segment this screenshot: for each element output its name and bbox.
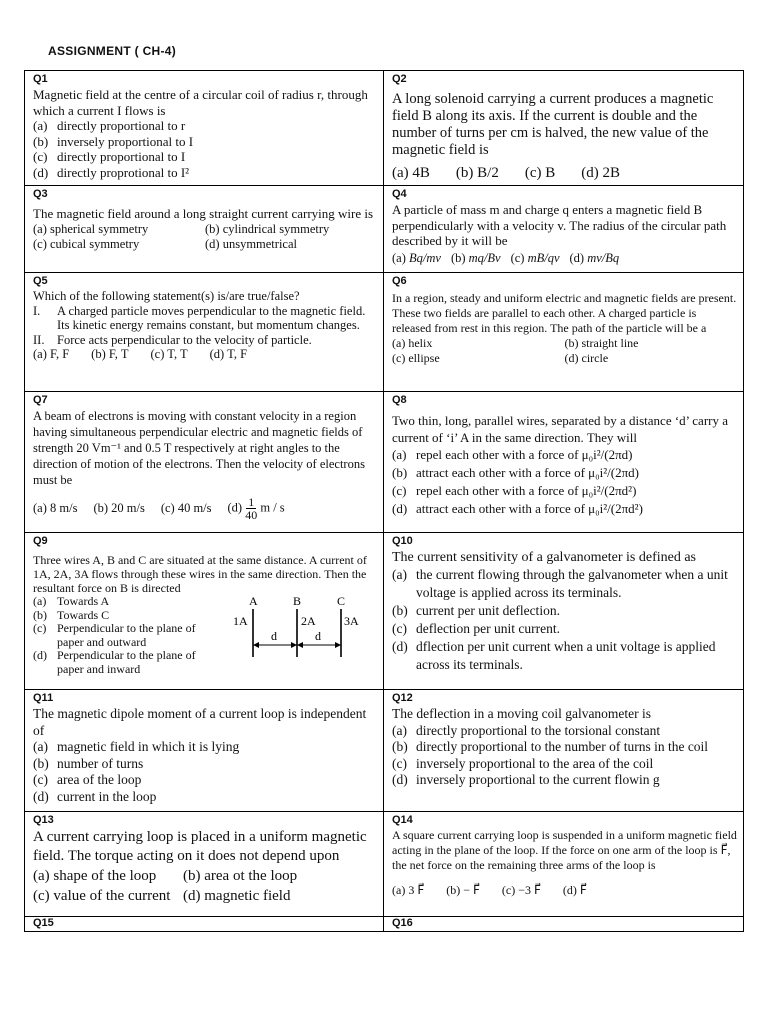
option: (c) value of the current: [33, 888, 171, 904]
option-list: [392, 446, 737, 518]
option: (d) F⃗: [562, 883, 587, 897]
question-q1: [25, 71, 384, 185]
question-q16: [384, 917, 743, 931]
page-title: ASSIGNMENT ( CH-4): [48, 44, 177, 58]
option: (d) attract each other with a force of μ₀i²/(2πd²): [392, 501, 643, 516]
option-list: [33, 595, 203, 676]
option: (c) −3 F⃗: [501, 883, 541, 897]
question-number: Q5: [33, 275, 48, 287]
option: (a) the current flowing through the galvanometer when a unit voltage is applied across its terminals.: [392, 567, 728, 600]
option: (a) repel each other with a force of μ₀i²/(2πd): [392, 447, 633, 462]
option-list: [392, 723, 737, 789]
option: (b) directly proportional to the number of turns in the coil: [392, 739, 709, 754]
statement: I. A charged particle moves perpendicular to the magnetic field. Its kinetic energy remains constant, but momentum changes.: [33, 303, 366, 332]
current-c-label: 3A: [344, 614, 359, 628]
option-list: [392, 336, 737, 366]
fraction: $\frac{1}{40}$: [245, 495, 258, 522]
question-q11: [25, 690, 384, 811]
question-row: [25, 185, 743, 272]
arrow-head-icon: [297, 642, 303, 648]
question-q9: [25, 533, 384, 689]
option: (c) Perpendicular to the plane of paper and outward: [33, 621, 196, 649]
option: (b) F, T: [91, 347, 129, 361]
distance-label-bc: d: [315, 629, 321, 643]
statement: II. Force acts perpendicular to the velocity of particle.: [33, 332, 312, 347]
option-list: [392, 883, 737, 898]
question-number: Q16: [392, 917, 413, 929]
question-number: Q1: [33, 73, 48, 85]
question-stem: Three wires A, B and C are situated at the same distance. A current of 1A, 2A, 3A flows through these wires in the same direction. Then the resultant force on B is directed: [33, 553, 367, 595]
question-row: [25, 71, 743, 185]
question-row: [25, 689, 743, 811]
question-q13: [25, 812, 384, 916]
arrow-head-icon: [335, 642, 341, 648]
option: (a) spherical symmetry: [33, 221, 149, 236]
option: (c) repel each other with a force of μ₀i²/(2πd²): [392, 483, 637, 498]
option: (c) B: [524, 165, 556, 181]
option-list: [392, 251, 737, 266]
question-number: Q4: [392, 188, 407, 200]
option: (d) inversely proportional to the current flowin g: [392, 772, 660, 787]
question-q4: [384, 186, 743, 272]
question-number: Q12: [392, 692, 413, 704]
option: (c) T, T: [150, 347, 188, 361]
option-list: [33, 118, 377, 180]
option: (b) mq/Bv: [450, 250, 501, 265]
question-q3: [25, 186, 384, 272]
question-grid: [24, 70, 744, 932]
question-stem: A current carrying loop is placed in a uniform magnetic field. The torque acting on it does not depend upon: [33, 829, 367, 864]
option: (b) attract each other with a force of μ₀i²/(2πd): [392, 465, 639, 480]
option: (b) 20 m/s: [93, 501, 145, 515]
option-list: [33, 496, 377, 521]
question-number: Q2: [392, 73, 407, 85]
question-q7: [25, 392, 384, 532]
question-number: Q7: [33, 394, 48, 406]
option: (b) cylindrical symmetry: [205, 221, 330, 236]
question-row: [25, 916, 743, 931]
parallel-wires-figure: [203, 594, 359, 667]
option: (a) 3 F⃗: [392, 883, 425, 897]
question-stem: A long solenoid carrying a current produces a magnetic field B along its axis. If the current is double and the number of turns per cm is halved, the new value of the magnetic field is: [392, 91, 714, 158]
question-row: [25, 532, 743, 689]
option-list: [33, 222, 377, 252]
question-number: Q13: [33, 814, 54, 826]
option: (d) magnetic field: [183, 888, 291, 904]
option: (a) directly proportional to the torsional constant: [392, 722, 661, 738]
question-stem: Two thin, long, parallel wires, separated by a distance ‘d’ carry a current of ‘i’ A in the same direction. They will: [392, 413, 728, 445]
option: (a) shape of the loop: [33, 868, 157, 884]
option: (d) 2B: [581, 165, 621, 181]
option: (a) Bq/mv: [392, 250, 441, 265]
option: (d) mv/Bq: [569, 250, 620, 265]
option: (a) Towards A: [33, 594, 110, 608]
question-q2: [384, 71, 743, 185]
question-number: Q3: [33, 188, 48, 200]
option: (a) 4B: [392, 165, 430, 181]
option: (b) number of turns: [33, 755, 144, 771]
option: (b) − F⃗: [446, 883, 480, 897]
question-stem: In a region, steady and uniform electric and magnetic fields are present. These two fields are parallel to each other. A charged particle is released from rest in this region. The path of the particle will be a: [392, 291, 737, 335]
option: (a) directly proportional to r: [33, 118, 186, 133]
option: (b) area ot the loop: [183, 868, 298, 884]
option: (c) deflection per unit current.: [392, 621, 560, 636]
q9-body: [33, 595, 377, 676]
question-number: Q9: [33, 535, 48, 547]
option: (d) unsymmetrical: [205, 236, 297, 251]
question-stem: The deflection in a moving coil galvanometer is: [392, 706, 652, 721]
wire-c-label: C: [337, 594, 346, 608]
option: (b) current per unit deflection.: [392, 603, 560, 618]
question-stem: The magnetic dipole moment of a current loop is independent of: [33, 706, 367, 738]
option: (c) inversely proportional to the area of the coil: [392, 755, 654, 771]
option: (d) directly proprotional to I²: [33, 164, 190, 180]
option-list: [33, 347, 377, 362]
question-row: [25, 272, 743, 391]
option: (d) T, F: [209, 347, 248, 361]
option: (b) straight line: [564, 336, 639, 350]
wire-b-label: B: [293, 594, 302, 608]
option: (a) magnetic field in which it is lying: [33, 739, 240, 754]
question-number: Q11: [33, 692, 54, 704]
option: (a) 8 m/s: [33, 501, 78, 515]
option: (c) area of the loop: [33, 772, 142, 787]
option-list: [392, 566, 737, 674]
option: (c) ellipse: [392, 351, 440, 365]
question-row: [25, 391, 743, 532]
question-stem: The magnetic field around a long straight current carrying wire is: [33, 206, 374, 221]
question-stem: Magnetic field at the centre of a circular coil of radius r, through which a current I flows is: [33, 87, 368, 118]
option: (d) circle: [564, 351, 609, 365]
option: (b) B/2: [455, 165, 499, 181]
question-q5: [25, 273, 384, 391]
question-stem: A particle of mass m and charge q enters a magnetic field B perpendicularly with a velocity v. The radius of the circular path described by it will be: [392, 202, 727, 248]
question-number: Q14: [392, 814, 413, 826]
arrow-head-icon: [253, 642, 259, 648]
option: (c) directly proportional to I: [33, 149, 186, 164]
option-list: [33, 739, 377, 805]
question-number: Q15: [33, 917, 54, 929]
option: (a) helix: [392, 336, 433, 350]
option: (d) $\frac{1}{40}$ m / s: [227, 495, 285, 522]
question-stem: Which of the following statement(s) is/are true/false?: [33, 289, 300, 303]
distance-label-ab: d: [271, 629, 277, 643]
question-q6: [384, 273, 743, 391]
statement-list: [33, 304, 377, 348]
current-b-label: 2A: [301, 614, 316, 628]
question-stem: A beam of electrons is moving with constant velocity in a region having simultaneous perpendicular electric and magnetic fields of strength 20 Vm⁻¹ and 0.5 T respectively at right angles to the direction of motion of the electrons. Then the velocity of electrons must be: [33, 409, 365, 487]
option: (c) 40 m/s: [160, 501, 212, 515]
option: (d) dflection per unit current when a unit voltage is applied across its terminals.: [392, 639, 716, 672]
question-q10: [384, 533, 743, 689]
option: (d) current in the loop: [33, 788, 157, 804]
option: (c) mB/qv: [510, 250, 560, 265]
question-number: Q6: [392, 275, 407, 287]
option: (b) inversely proportional to I: [33, 133, 194, 149]
question-number: Q8: [392, 394, 407, 406]
question-q14: [384, 812, 743, 916]
arrow-head-icon: [291, 642, 297, 648]
question-q12: [384, 690, 743, 811]
wire-a-label: A: [249, 594, 258, 608]
option-list: [392, 165, 737, 182]
question-q8: [384, 392, 743, 532]
question-number: Q10: [392, 535, 413, 547]
option: (a) F, F: [33, 347, 70, 361]
option: (d) Perpendicular to the plane of paper and inward: [33, 648, 196, 676]
current-a-label: 1A: [233, 614, 248, 628]
question-q15: [25, 917, 384, 931]
option: (c) cubical symmetry: [33, 236, 140, 251]
option-list: [33, 866, 377, 906]
question-stem: The current sensitivity of a galvanometer is defined as: [392, 550, 697, 565]
question-row: [25, 811, 743, 916]
question-stem: A square current carrying loop is suspended in a uniform magnetic field acting in the plane of the loop. If the force on one arm of the loop is F⃗, the net force on the remaining three arms of the loop is: [392, 828, 737, 872]
option: (b) Towards C: [33, 607, 110, 622]
